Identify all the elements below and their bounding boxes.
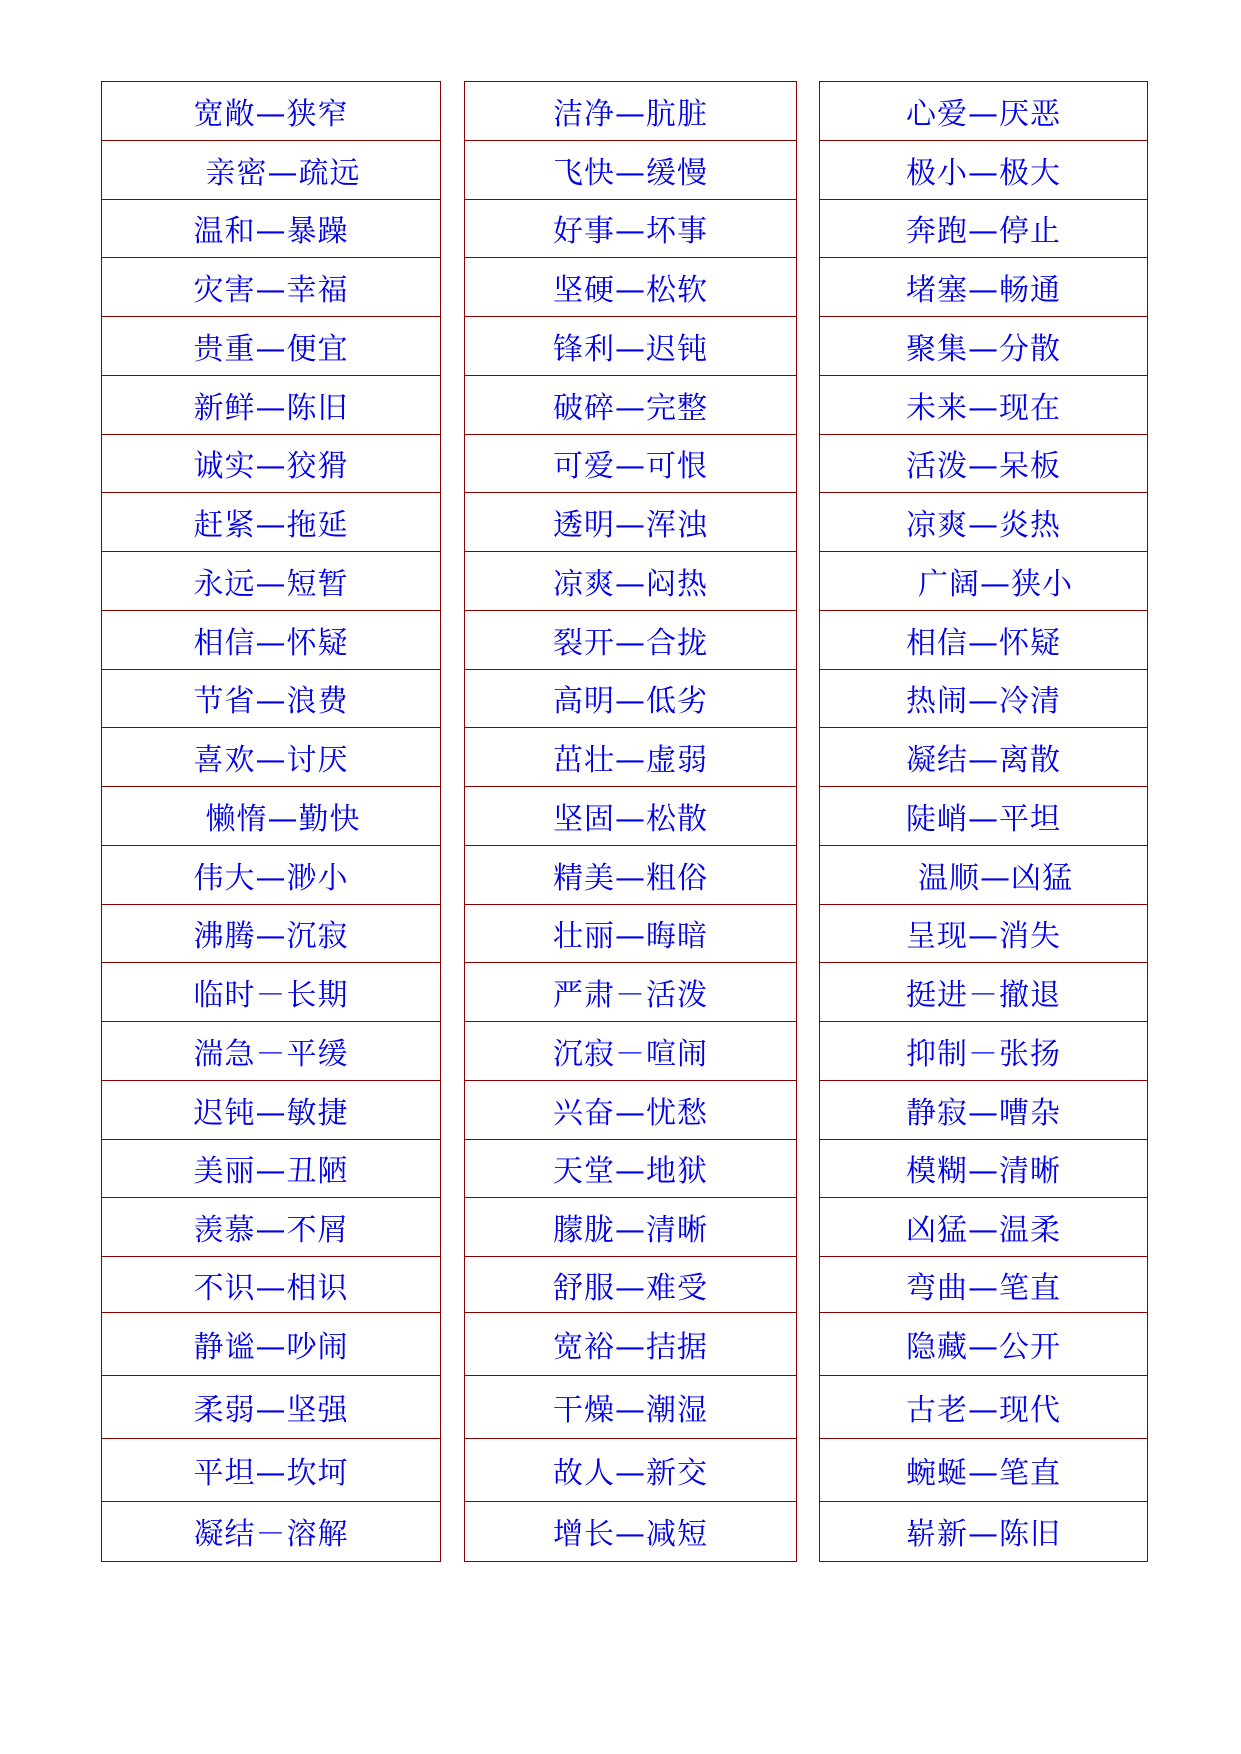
antonym-pair: 心爱—厌恶	[820, 82, 1147, 141]
antonym-pair: 坚硬—松软	[465, 258, 796, 317]
antonym-pair: 弯曲—笔直	[820, 1257, 1147, 1313]
antonym-pair: 呈现—消失	[820, 905, 1147, 964]
antonym-pair: 广阔—狭小	[820, 552, 1147, 611]
antonym-pair: 迟钝—敏捷	[102, 1081, 440, 1140]
antonym-pair: 节省—浪费	[102, 670, 440, 729]
antonym-pair: 故人—新交	[465, 1439, 796, 1502]
antonym-pair: 静寂—嘈杂	[820, 1081, 1147, 1140]
antonym-pair: 兴奋—忧愁	[465, 1081, 796, 1140]
antonym-pair: 新鲜—陈旧	[102, 376, 440, 435]
antonym-pair: 堵塞—畅通	[820, 258, 1147, 317]
antonym-pair: 严肃－活泼	[465, 963, 796, 1022]
antonym-pair: 茁壮—虚弱	[465, 728, 796, 787]
antonym-pair: 喜欢—讨厌	[102, 728, 440, 787]
antonym-pair: 裂开—合拢	[465, 611, 796, 670]
antonym-pair: 平坦—坎坷	[102, 1439, 440, 1502]
antonym-pair: 贵重—便宜	[102, 317, 440, 376]
antonym-pair: 亲密—疏远	[102, 141, 440, 200]
antonym-pair: 模糊—清晰	[820, 1140, 1147, 1199]
antonym-pair: 透明—浑浊	[465, 493, 796, 552]
antonym-pair: 壮丽—晦暗	[465, 905, 796, 964]
antonym-pair: 锋利—迟钝	[465, 317, 796, 376]
antonym-pair: 羡慕—不屑	[102, 1198, 440, 1257]
antonym-pair: 相信—怀疑	[820, 611, 1147, 670]
antonym-pair: 可爱—可恨	[465, 435, 796, 494]
antonym-pair: 柔弱—坚强	[102, 1376, 440, 1439]
antonym-pair: 热闹—冷清	[820, 670, 1147, 729]
antonym-pair: 凝结－溶解	[193, 1517, 349, 1553]
antonym-pair: 精美—粗俗	[465, 846, 796, 905]
antonym-pair: 临时－长期	[102, 963, 440, 1022]
antonym-pair: 奔跑—停止	[820, 200, 1147, 259]
antonym-pair: 灾害—幸福	[102, 258, 440, 317]
antonym-pair: 陡峭—平坦	[820, 787, 1147, 846]
antonym-pair: 永远—短暂	[102, 552, 440, 611]
antonym-column-2	[464, 81, 797, 1562]
antonym-pair: 天堂—地狱	[465, 1140, 796, 1199]
antonym-pair: 干燥—潮湿	[465, 1376, 796, 1439]
antonym-pair: 朦胧—清晰	[465, 1198, 796, 1257]
antonym-pair: 宽裕—拮据	[465, 1313, 796, 1376]
antonym-pair: 隐藏—公开	[820, 1313, 1147, 1376]
antonym-pair: 洁净—肮脏	[465, 82, 796, 141]
antonym-pair: 赶紧—拖延	[102, 493, 440, 552]
antonym-pair: 温顺—凶猛	[820, 846, 1147, 905]
antonym-pair: 未来—现在	[820, 376, 1147, 435]
antonym-column-3	[819, 81, 1148, 1562]
antonym-pair: 宽敞—狭窄	[102, 82, 440, 141]
antonym-pair: 懒惰—勤快	[102, 787, 440, 846]
antonym-pair: 伟大—渺小	[102, 846, 440, 905]
antonym-column-1	[101, 81, 441, 1562]
antonym-pair: 不识—相识	[102, 1257, 440, 1313]
antonym-pair: 舒服—难受	[465, 1257, 796, 1313]
antonym-pair: 温和—暴躁	[102, 200, 440, 259]
antonym-pair: 凶猛—温柔	[820, 1198, 1147, 1257]
antonym-pair: 美丽—丑陋	[102, 1140, 440, 1199]
antonym-pair: 崭新—陈旧	[906, 1517, 1061, 1553]
antonym-pair: 活泼—呆板	[820, 435, 1147, 494]
antonym-pair: 增长—减短	[553, 1517, 708, 1553]
antonym-pair: 古老—现代	[820, 1376, 1147, 1439]
antonym-pair: 极小—极大	[820, 141, 1147, 200]
antonym-pair: 沸腾—沉寂	[102, 905, 440, 964]
antonym-pair: 凉爽—闷热	[465, 552, 796, 611]
antonym-pair: 蜿蜒—笔直	[820, 1439, 1147, 1502]
antonym-pair: 相信—怀疑	[102, 611, 440, 670]
antonym-pair: 湍急－平缓	[102, 1022, 440, 1081]
antonym-pair: 高明—低劣	[465, 670, 796, 729]
antonym-pair: 坚固—松散	[465, 787, 796, 846]
antonym-pair: 抑制－张扬	[820, 1022, 1147, 1081]
antonym-pair: 破碎—完整	[465, 376, 796, 435]
antonym-pair: 飞快—缓慢	[465, 141, 796, 200]
antonym-pair: 聚集—分散	[820, 317, 1147, 376]
antonym-pair: 挺进－撤退	[820, 963, 1147, 1022]
antonym-pair: 好事—坏事	[465, 200, 796, 259]
antonym-pair: 沉寂－喧闹	[465, 1022, 796, 1081]
antonym-pair: 诚实—狡猾	[102, 435, 440, 494]
antonym-pair: 凝结—离散	[820, 728, 1147, 787]
antonym-pair: 静谧—吵闹	[102, 1313, 440, 1376]
antonym-pair: 凉爽—炎热	[820, 493, 1147, 552]
